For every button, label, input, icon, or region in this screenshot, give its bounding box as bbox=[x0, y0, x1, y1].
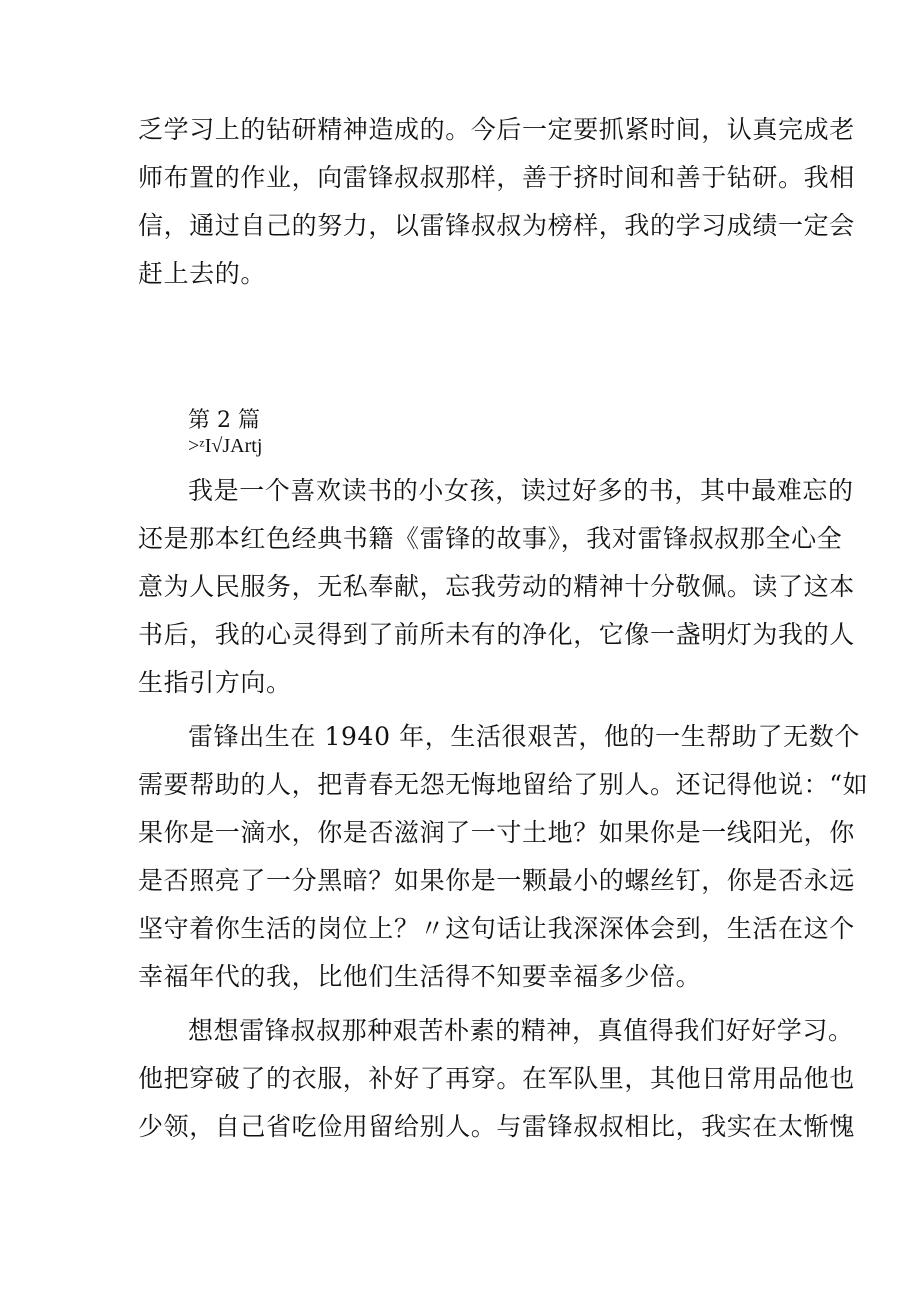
paragraph-line: 乏学习上的钻研精神造成的。今后一定要抓紧时间，认真完成老 bbox=[138, 115, 855, 144]
paragraph-line: 信，通过自己的努力，以雷锋叔叔为榜样，我的学习成绩一定会 bbox=[138, 211, 855, 240]
section-title: 第 2 篇 bbox=[188, 408, 260, 433]
section-subtitle: >ᶻI√JArtj bbox=[188, 435, 263, 457]
paragraph-line: 师布置的作业，向雷锋叔叔那样，善于挤时间和善于钻研。我相 bbox=[138, 163, 855, 192]
paragraph-line: 我是一个喜欢读书的小女孩，读过好多的书，其中最难忘的 bbox=[188, 476, 854, 505]
paragraph-line: 意为人民服务，无私奉献，忘我劳动的精神十分敬佩。读了这本 bbox=[138, 572, 855, 601]
paragraph-line: 想想雷锋叔叔那种艰苦朴素的精神，真值得我们好好学习。 bbox=[188, 1016, 854, 1045]
paragraph-line: 需要帮助的人，把青春无怨无悔地留给了别人。还记得他说：“如 bbox=[138, 770, 869, 799]
paragraph-line: 赶上去的。 bbox=[138, 259, 267, 288]
paragraph-line: 雷锋出生在 1940 年，生活很艰苦，他的一生帮助了无数个 bbox=[188, 722, 860, 751]
paragraph-line: 幸福年代的我，比他们生活得不知要幸福多少倍。 bbox=[138, 962, 702, 991]
paragraph-line: 果你是一滴水，你是否滋润了一寸土地？如果你是一线阳光，你 bbox=[138, 818, 855, 847]
paragraph-line: 是否照亮了一分黑暗？如果你是一颗最小的螺丝钉，你是否永远 bbox=[138, 866, 855, 895]
paragraph-line: 坚守着你生活的岗位上？〃这句话让我深深体会到，生活在这个 bbox=[138, 914, 855, 943]
paragraph-line: 还是那本红色经典书籍《雷锋的故事》，我对雷锋叔叔那全心全 bbox=[138, 524, 843, 553]
paragraph-line: 他把穿破了的衣服，补好了再穿。在军队里，其他日常用品他也 bbox=[138, 1064, 855, 1093]
paragraph-line: 生指引方向。 bbox=[138, 668, 292, 697]
paragraph-line: 少领，自己省吃俭用留给别人。与雷锋叔叔相比，我实在太惭愧 bbox=[138, 1112, 855, 1141]
paragraph-line: 书后，我的心灵得到了前所未有的净化，它像一盏明灯为我的人 bbox=[138, 620, 855, 649]
